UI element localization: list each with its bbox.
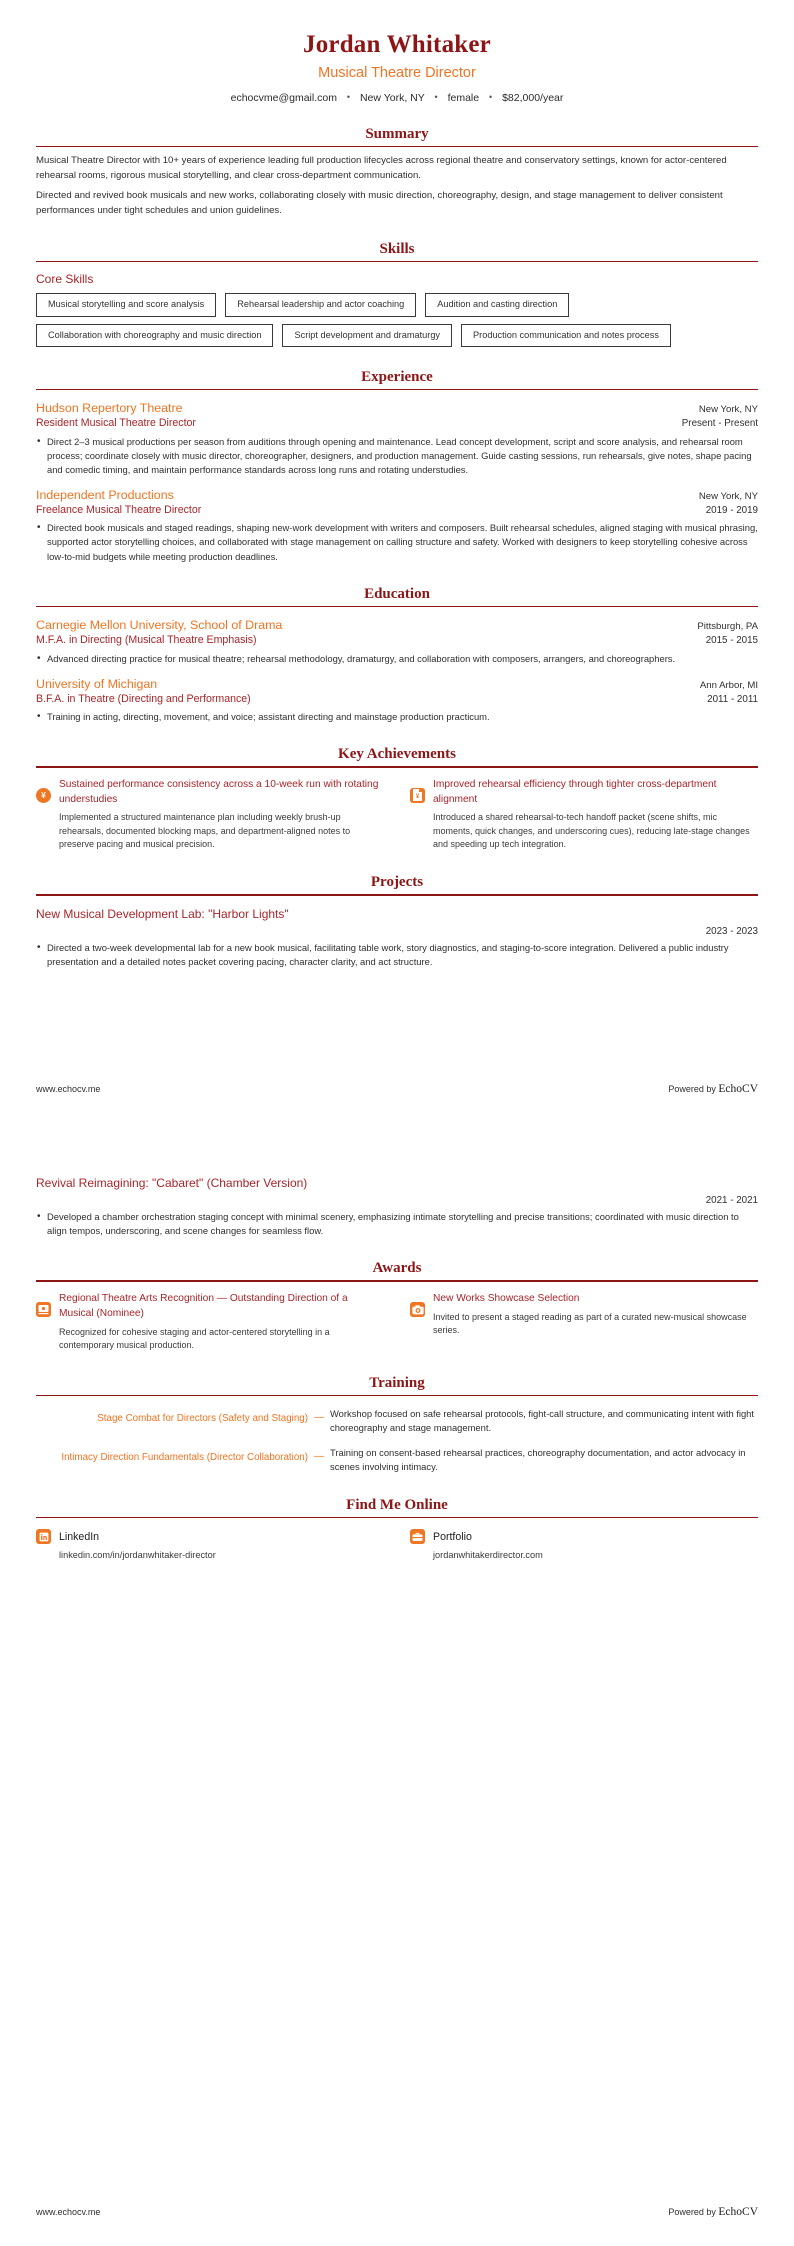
project-bullets: [36, 1210, 758, 1238]
project-bullet: • Directed a two-week developmental lab for a new book musical, facilitating table work, story diagnostics, and staging-to-score integration. Delivered a public industry presentation and a detailed notes packet covering pacing, character clarity, and act structure.: [36, 941, 758, 969]
svg-text:¥: ¥: [415, 794, 420, 801]
skill-chip: Production communication and notes process: [461, 324, 671, 347]
education-entry-top: [36, 676, 758, 692]
file-yen-icon: [410, 788, 425, 803]
achievement-description: Introduced a shared rehearsal-to-tech handoff packet (scene shifts, mic moments, quick changes, and underscoring cues), reducing late-stage changes and speeding up tech integration.: [433, 812, 750, 850]
section-divider: [36, 766, 758, 768]
project-bullets: [36, 941, 758, 969]
education-bullet: • Advanced directing practice for musical theatre; rehearsal methodology, dramaturgy, and collaboration with composers, arrangers, and choreographers.: [36, 652, 758, 666]
education-location: Pittsburgh, PA: [697, 621, 758, 633]
education-entry-sub: [36, 633, 758, 647]
presentation-icon: [36, 1302, 51, 1317]
section-divider: [36, 261, 758, 263]
experience-organization: Independent Productions: [36, 487, 174, 502]
experience-entry: [36, 400, 758, 477]
footer-powered-label: Powered by: [668, 1084, 719, 1094]
page-footer: [36, 1083, 758, 1095]
contact-separator-icon: •: [489, 91, 493, 102]
link-item-portfolio[interactable]: [410, 1529, 758, 1560]
section-heading-skills: Skills: [379, 240, 415, 257]
section-awards: [36, 1260, 758, 1352]
education-bullets: [36, 652, 758, 666]
section-projects-continued: [36, 1175, 758, 1238]
education-dates: 2011 - 2011: [707, 693, 758, 705]
contact-email: echocvme@gmail.com: [230, 91, 337, 104]
award-card: [36, 1292, 384, 1353]
education-institution: University of Michigan: [36, 676, 158, 691]
contact-location: New York, NY: [359, 91, 425, 104]
experience-bullets: [36, 435, 758, 477]
project-bullet: • Developed a chamber orchestration staging concept with minimal scenery, emphasizing intimate storytelling and precise transitions; coordinated with music direction to align tempos, underscoring, and scene changes for seamless flow.: [36, 1210, 758, 1238]
award-description: Invited to present a staged reading as part of a curated new-musical showcase series.: [433, 1311, 747, 1336]
section-education: [36, 586, 758, 725]
resume-header: [36, 30, 758, 104]
skills-chip-list: [36, 293, 758, 346]
experience-location: New York, NY: [698, 490, 758, 502]
link-item-linkedin[interactable]: [36, 1529, 384, 1560]
achievement-grid: [36, 778, 758, 852]
experience-bullet: • Directed book musicals and staged readings, shaping new-work development with writers and composers. Built rehearsal schedules, aligned staging with musical phrasing, supported actor storytelling choices, and collaborated with stage management on calling structure and safety. Worked with designers to keep storytelling cohesive across low-to-mid budgets while meeting production deadlines.: [36, 521, 758, 563]
section-divider: [36, 1280, 758, 1282]
section-divider: [36, 389, 758, 391]
project-entry: [36, 906, 758, 969]
footer-brand: [668, 2206, 758, 2218]
project-title: New Musical Development Lab: "Harbor Lights": [36, 906, 289, 921]
award-title: New Works Showcase Selection: [433, 1293, 580, 1304]
training-description: Training on consent-based rehearsal practices, choreography documentation, and actor advocacy in scenes involving intimacy.: [330, 1447, 746, 1473]
link-label: Portfolio: [433, 1530, 472, 1543]
footer-brand-name: EchoCV: [718, 1083, 758, 1095]
section-heading-projects: Projects: [370, 873, 424, 890]
achievement-title: Sustained performance consistency across a 10-week run with rotating understudies: [59, 778, 379, 805]
experience-entry-sub: [36, 503, 758, 517]
link-header: [36, 1529, 384, 1544]
link-label: LinkedIn: [59, 1530, 100, 1543]
education-degree: M.F.A. in Directing (Musical Theatre Emphasis): [36, 634, 257, 647]
section-divider: [36, 146, 758, 148]
footer-site-url: www.echocv.me: [36, 2207, 101, 2217]
contact-separator-icon: •: [434, 91, 438, 102]
section-heading-summary: Summary: [365, 125, 429, 142]
training-dash-icon: —: [314, 1412, 324, 1424]
skill-chip: Rehearsal leadership and actor coaching: [225, 293, 416, 316]
section-skills: [36, 241, 758, 347]
section-heading-experience: Experience: [361, 368, 433, 385]
section-training: [36, 1375, 758, 1475]
section-find-me-online: [36, 1497, 758, 1561]
job-headline: Musical Theatre Director: [318, 65, 476, 81]
experience-bullet: • Direct 2–3 musical productions per season from auditions through opening and maintenance. Lead concept development, script and score analysis, and rehearsal room process; coordinate closely with music director, choreographer, designers, and production management. Guide casting sessions, run rehearsals, give notes, shape pacing and comedic timing, and maintain performance standards across long runs and rotating understudies.: [36, 435, 758, 477]
experience-role: Resident Musical Theatre Director: [36, 417, 196, 430]
project-entry: [36, 1175, 758, 1238]
contact-line: [36, 92, 758, 104]
training-dash-icon: —: [314, 1451, 324, 1463]
section-heading-achievements: Key Achievements: [338, 746, 456, 763]
achievement-content: [59, 778, 384, 852]
experience-entry: [36, 487, 758, 564]
yen-circle-icon: ¥: [36, 788, 51, 803]
footer-site-url: www.echocv.me: [36, 1084, 101, 1094]
footer-brand-name: EchoCV: [718, 2206, 758, 2218]
experience-organization: Hudson Repertory Theatre: [36, 401, 183, 416]
resume-page-2: [0, 1123, 794, 2246]
section-heading-links: Find Me Online: [346, 1496, 448, 1513]
experience-location: New York, NY: [698, 404, 758, 416]
education-degree: B.F.A. in Theatre (Directing and Performance): [36, 692, 251, 705]
contact-gender: female: [447, 91, 480, 104]
achievement-card: [36, 778, 384, 852]
link-header: [410, 1529, 758, 1544]
section-heading-education: Education: [364, 585, 430, 602]
section-divider: [36, 1395, 758, 1397]
education-bullets: [36, 710, 758, 724]
summary-paragraph: Musical Theatre Director with 10+ years of experience leading full production lifecycles across regional theatre and conservatory settings, known for actor-centered rehearsal rooms, rigorous musical storytelling, and clear cross-department communication.: [36, 155, 727, 182]
awards-grid: [36, 1292, 758, 1353]
section-divider: [36, 1517, 758, 1519]
achievement-title: Improved rehearsal efficiency through tighter cross-department alignment: [433, 778, 717, 805]
footer-brand: [668, 1083, 758, 1095]
award-content: [433, 1292, 758, 1338]
experience-dates: 2019 - 2019: [705, 505, 758, 516]
experience-bullets: [36, 521, 758, 563]
summary-paragraph: Directed and revived book musicals and new works, collaborating closely with music direction, choreography, design, and stage management to deliver consistent performances under tight schedules and union guidelines.: [36, 190, 723, 217]
project-title: Revival Reimagining: "Cabaret" (Chamber Version): [36, 1176, 308, 1190]
camera-icon: [410, 1302, 425, 1317]
skill-chip: Musical storytelling and score analysis: [36, 293, 216, 316]
linkedin-icon: [36, 1529, 51, 1544]
award-card: [410, 1292, 758, 1353]
education-institution: Carnegie Mellon University, School of Drama: [36, 618, 283, 633]
skill-chip: Script development and dramaturgy: [282, 324, 452, 347]
award-description: Recognized for cohesive staging and actor-centered storytelling in a contemporary musical production.: [59, 1326, 330, 1351]
section-summary: [36, 126, 758, 219]
section-divider: [36, 606, 758, 608]
section-experience: [36, 369, 758, 564]
achievement-card: [410, 778, 758, 852]
education-entry-sub: [36, 692, 758, 706]
experience-entry-sub: [36, 416, 758, 430]
section-key-achievements: [36, 746, 758, 852]
section-heading-training: Training: [369, 1374, 425, 1391]
skills-group-title: Core Skills: [36, 272, 94, 287]
page-footer: [36, 2206, 758, 2218]
experience-entry-top: [36, 400, 758, 416]
education-bullet: • Training in acting, directing, movement, and voice; assistant directing and mainstage production practicum.: [36, 710, 758, 724]
contact-salary: $82,000/year: [502, 91, 564, 104]
training-description: Workshop focused on safe rehearsal protocols, fight-call structure, and communicating intent with fight choreography and stage management.: [330, 1408, 754, 1434]
page-title: Jordan Whitaker: [303, 31, 491, 58]
portfolio-icon: [410, 1529, 425, 1544]
project-dates: 2021 - 2021: [705, 1195, 758, 1207]
section-heading-awards: Awards: [372, 1260, 422, 1277]
skill-chip: Collaboration with choreography and music direction: [36, 324, 273, 347]
training-name: Intimacy Direction Fundamentals (Director Collaboration): [61, 1452, 308, 1464]
award-content: [59, 1292, 384, 1353]
education-entry-top: [36, 617, 758, 633]
training-name: Stage Combat for Directors (Safety and Staging): [97, 1413, 308, 1425]
link-url[interactable]: jordanwhitakerdirector.com: [433, 1550, 543, 1561]
contact-separator-icon: •: [346, 91, 351, 102]
section-divider: [36, 894, 758, 896]
training-entry: [36, 1446, 758, 1474]
education-location: Ann Arbor, MI: [699, 679, 758, 691]
education-entry: [36, 617, 758, 666]
award-title: Regional Theatre Arts Recognition — Outstanding Direction of a Musical (Nominee): [59, 1293, 348, 1319]
achievement-content: [433, 778, 758, 852]
experience-dates: Present - Present: [681, 418, 758, 430]
links-grid: [36, 1529, 758, 1560]
experience-entry-top: [36, 487, 758, 503]
skill-chip: Audition and casting direction: [425, 293, 569, 316]
project-dates: 2023 - 2023: [705, 925, 758, 937]
section-projects: [36, 874, 758, 969]
education-entry: [36, 676, 758, 725]
training-entry: [36, 1407, 758, 1435]
experience-role: Freelance Musical Theatre Director: [36, 504, 202, 516]
education-dates: 2015 - 2015: [705, 635, 758, 647]
footer-powered-label: Powered by: [668, 2207, 719, 2217]
link-url[interactable]: linkedin.com/in/jordanwhitaker-director: [59, 1550, 216, 1561]
achievement-description: Implemented a structured maintenance plan including weekly brush-up rehearsals, documented blocking maps, and department-aligned notes to preserve pacing and musical precision.: [59, 812, 351, 850]
